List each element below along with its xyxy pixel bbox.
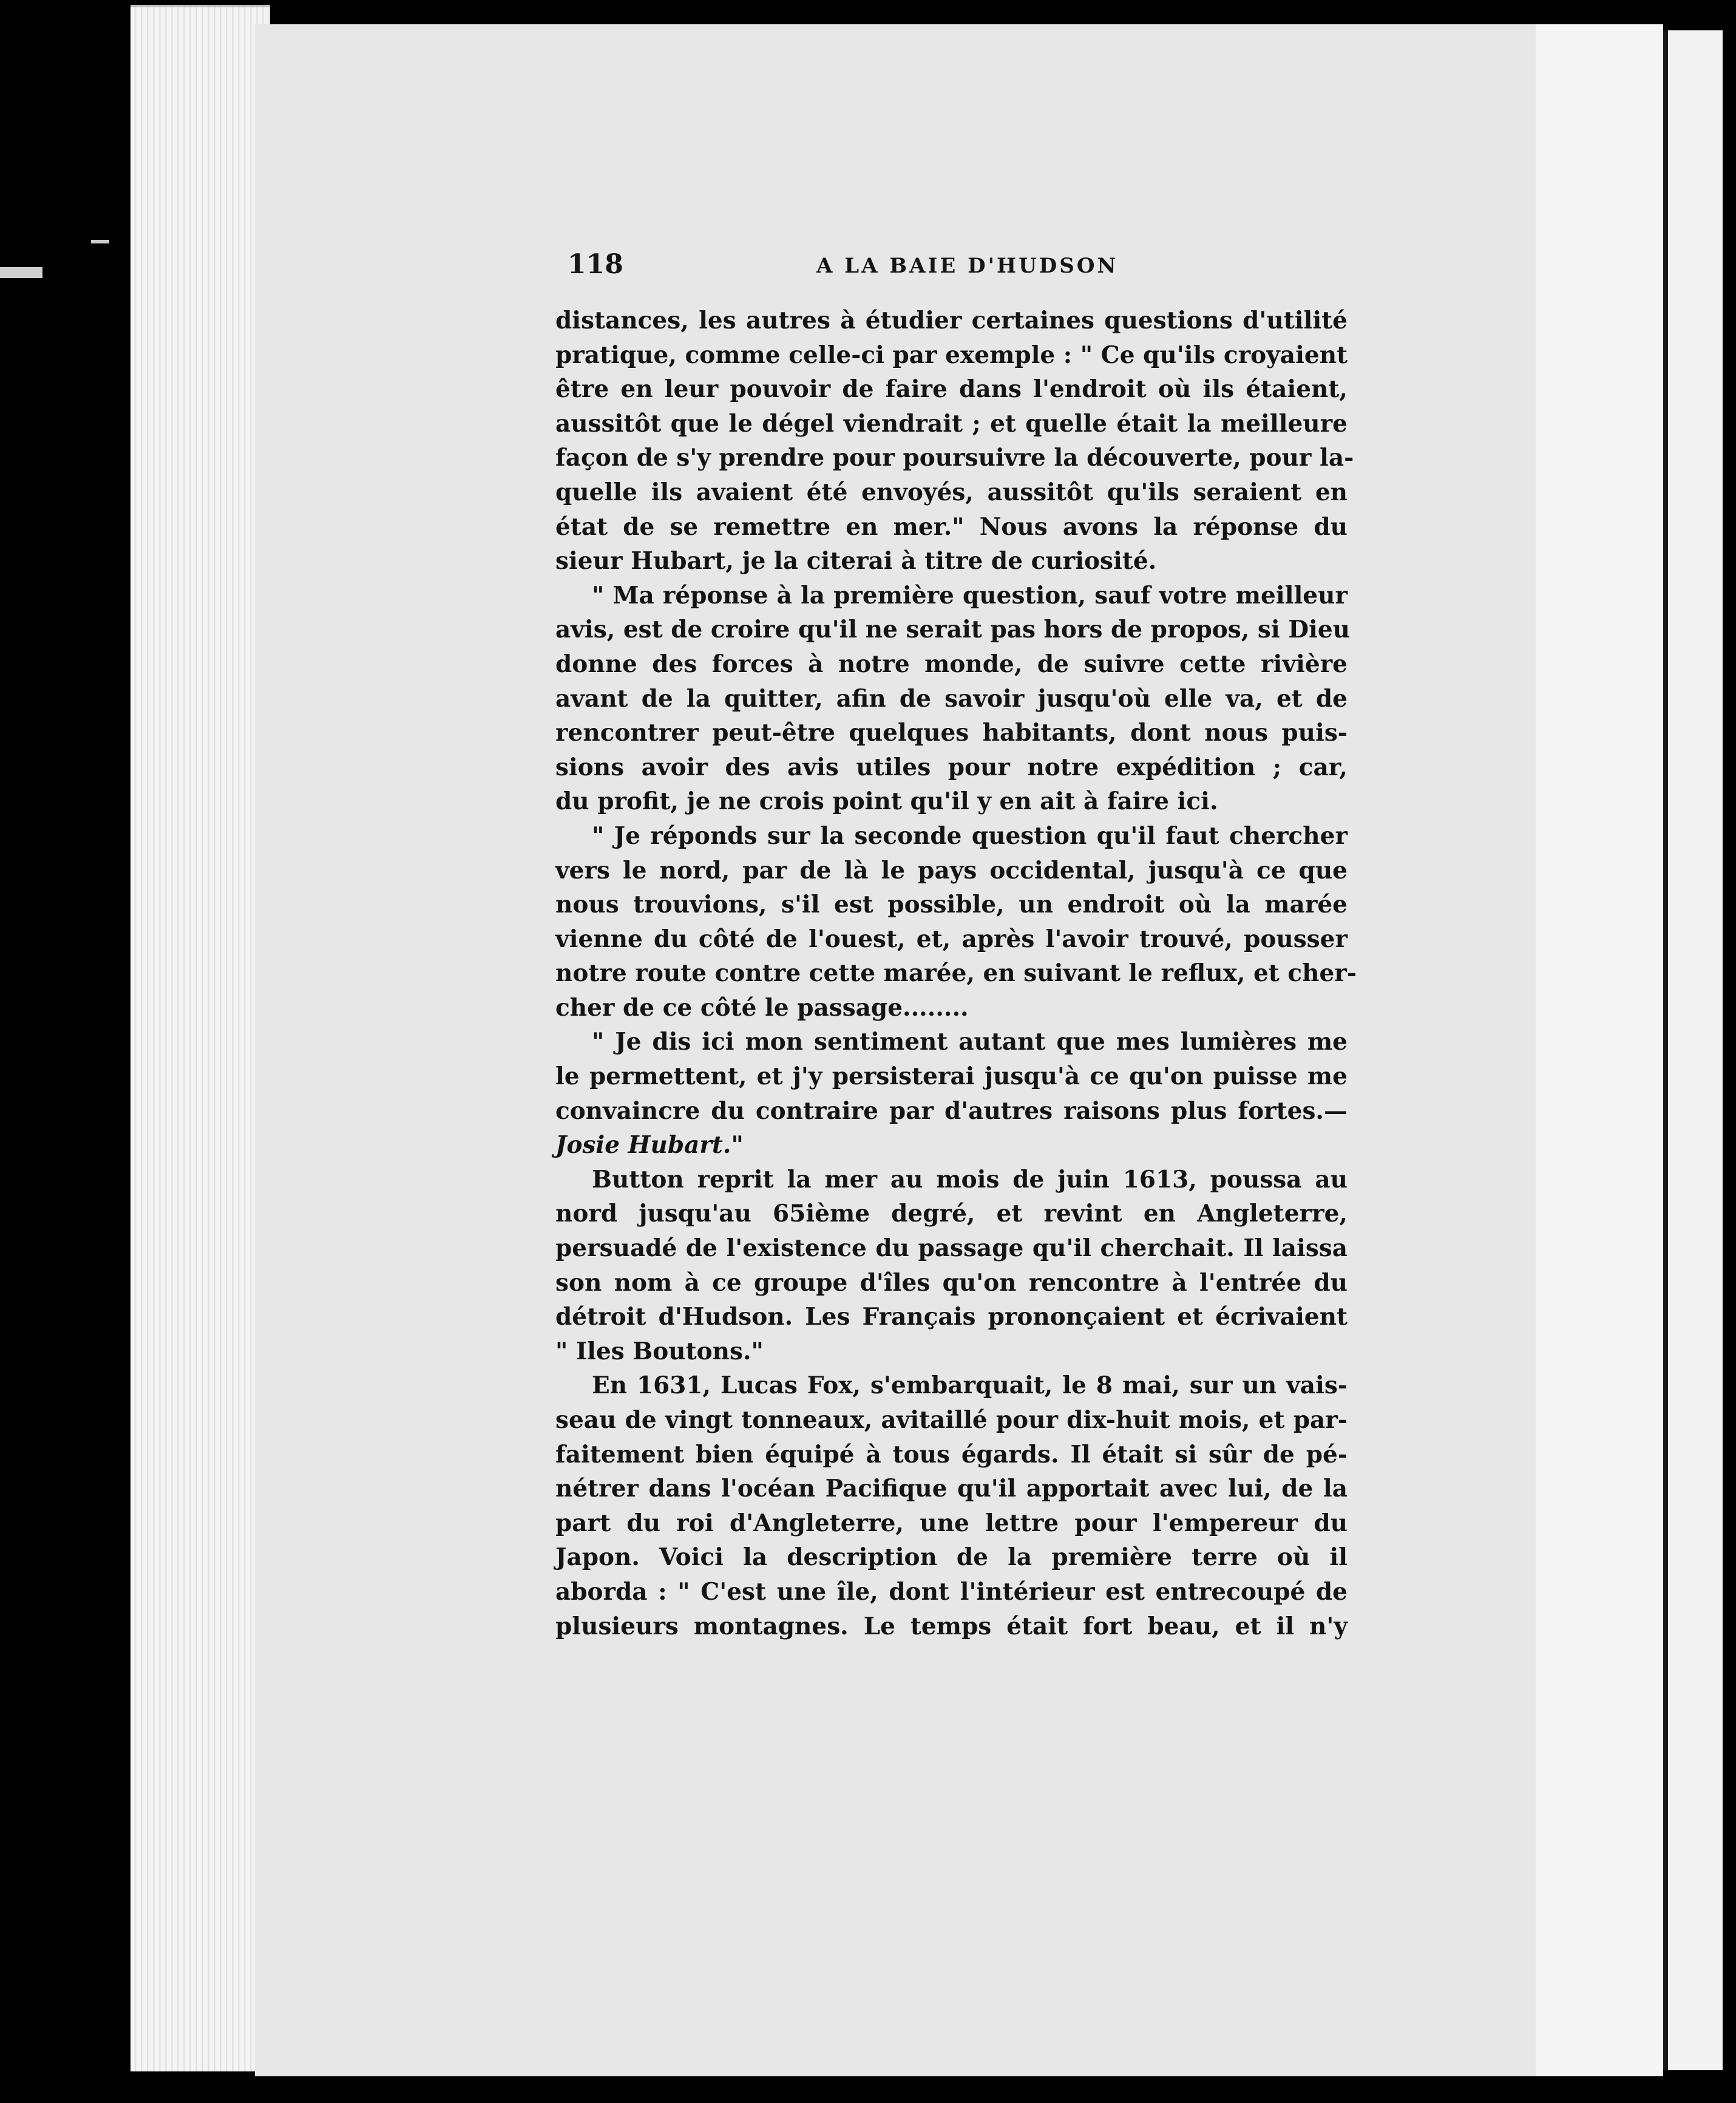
page-header <box>568 249 1119 285</box>
text-line: cher de ce côté le passage........ <box>555 993 969 1022</box>
text-line: En 1631, Lucas Fox, s'embarquait, le 8 mai, sur un vais- <box>592 1371 1348 1400</box>
text-line: état de se remettre en mer." Nous avons la réponse du <box>555 512 1348 541</box>
text-line: nous trouvions, s'il est possible, un endroit où la marée <box>555 891 1348 919</box>
text-line: sions avoir des avis utiles pour notre expédition ; car, <box>555 753 1348 781</box>
text-line: plusieurs montagnes. Le temps était fort beau, et il n'y <box>555 1612 1348 1640</box>
text-line: " Iles Boutons." <box>555 1337 764 1365</box>
text-line: sieur Hubart, je la citerai à titre de curiosité. <box>555 547 1157 576</box>
text-line: détroit d'Hudson. Les Français prononçaient et écrivaient <box>555 1303 1348 1331</box>
text-line: aborda : " C'est une île, dont l'intérieur est entrecoupé de <box>555 1577 1348 1606</box>
text-line: " Je réponds sur la seconde question qu'il faut chercher <box>592 821 1348 850</box>
text-line: faitement bien équipé à tous égards. Il était si sûr de pé- <box>555 1440 1348 1469</box>
text-line: être en leur pouvoir de faire dans l'endroit où ils étaient, <box>555 375 1348 404</box>
text-line: vienne du côté de l'ouest, et, après l'avoir trouvé, pousser <box>555 925 1348 953</box>
scan-speck <box>0 267 42 278</box>
text-line: façon de s'y prendre pour poursuivre la découverte, pour la- <box>555 444 1354 472</box>
text-line: quelle ils avaient été envoyés, aussitôt qu'ils seraient en <box>555 478 1348 506</box>
text-line: nord jusqu'au 65ième degré, et revint en Angleterre, <box>555 1200 1348 1228</box>
text-line: son nom à ce groupe d'îles qu'on rencontre à l'entrée du <box>555 1268 1348 1297</box>
text-line: donne des forces à notre monde, de suivre cette rivière <box>555 650 1348 678</box>
text-line: persuadé de l'existence du passage qu'il cherchait. Il laissa <box>555 1234 1348 1263</box>
text-line: pratique, comme celle-ci par exemple : " Ce qu'ils croyaient <box>555 341 1348 369</box>
text-line: aussitôt que le dégel viendrait ; et quelle était la meilleure <box>555 409 1348 438</box>
page-number: 118 <box>568 249 623 280</box>
text-line: nétrer dans l'océan Pacifique qu'il apportait avec lui, de la <box>555 1475 1348 1503</box>
facing-page-edge <box>1663 30 1723 2070</box>
text-line: vers le nord, par de là le pays occidental, jusqu'à ce que <box>555 856 1348 885</box>
text-line: " Ma réponse à la première question, sauf votre meilleur <box>592 581 1348 610</box>
signature-line: Josie Hubart." <box>555 1131 744 1160</box>
page-margin <box>1536 24 1663 2076</box>
text-line: seau de vingt tonneaux, avitaillé pour dix-huit mois, et par- <box>555 1406 1348 1434</box>
body-text <box>555 304 1357 1643</box>
text-line: notre route contre cette marée, en suivant le reflux, et cher- <box>555 959 1357 988</box>
text-line: rencontrer peut-être quelques habitants, dont nous puis- <box>555 719 1348 747</box>
text-line: avis, est de croire qu'il ne serait pas hors de propos, si Dieu <box>555 616 1351 644</box>
text-line: Japon. Voici la description de la première terre où il <box>555 1543 1348 1572</box>
text-line: du profit, je ne crois point qu'il y en ait à faire ici. <box>555 787 1218 816</box>
text-line: le permettent, et j'y persisterai jusqu'à ce qu'on puisse me <box>555 1062 1348 1091</box>
scan-speck <box>91 240 109 243</box>
text-line: Button reprit la mer au mois de juin 1613, poussa au <box>592 1165 1348 1194</box>
text-line: distances, les autres à étudier certaines questions d'utilité <box>555 307 1348 335</box>
text-line: part du roi d'Angleterre, une lettre pour l'empereur du <box>555 1509 1348 1537</box>
page-stack-edges <box>131 5 270 2071</box>
text-line: avant de la quitter, afin de savoir jusqu'où elle va, et de <box>555 684 1348 713</box>
running-head: A LA BAIE D'HUDSON <box>816 254 1119 278</box>
text-line: " Je dis ici mon sentiment autant que mes lumières me <box>592 1028 1348 1056</box>
text-line: convaincre du contraire par d'autres raisons plus fortes.— <box>555 1096 1348 1125</box>
